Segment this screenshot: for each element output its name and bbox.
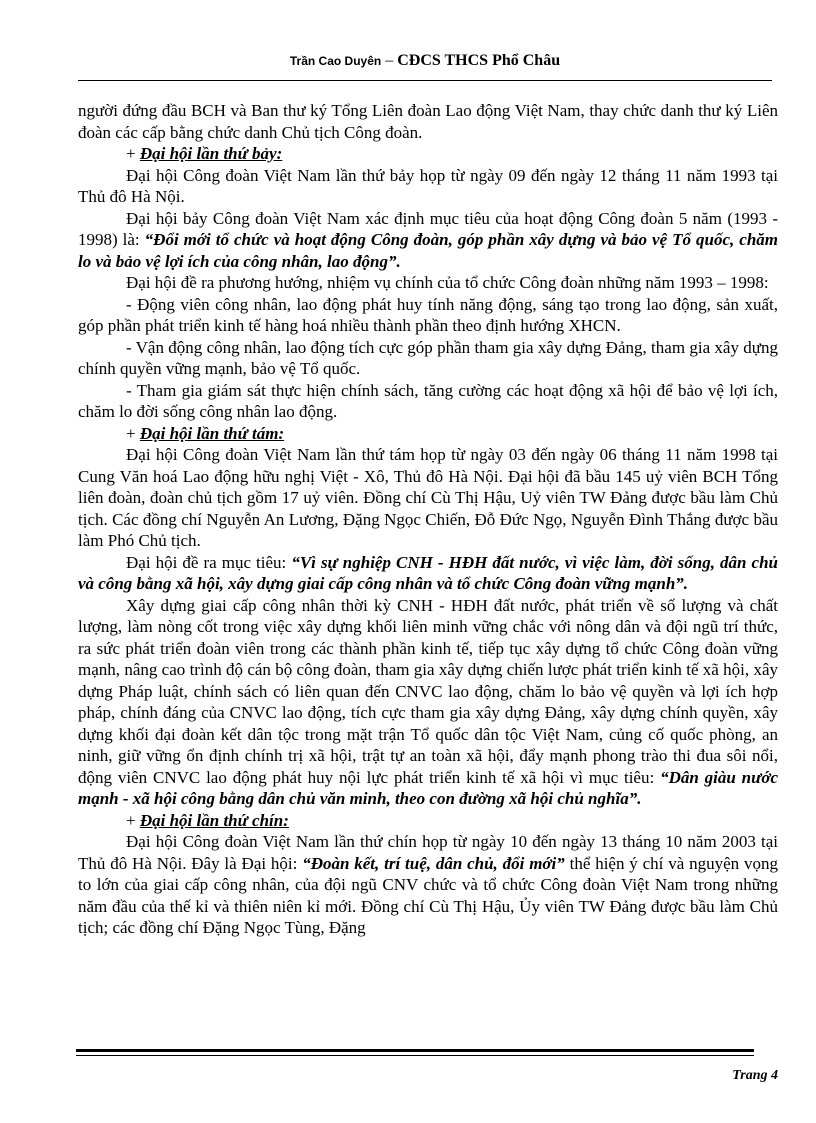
- paragraph: [78, 208, 778, 273]
- paragraph: Đại hội đề ra phương hướng, nhiệm vụ chính của tổ chức Công đoàn những năm 1993 – 1998:: [126, 273, 769, 292]
- paragraph-text: Đại hội đề ra mục tiêu:: [126, 552, 292, 572]
- section-heading-7: [78, 143, 778, 165]
- bullet-item: - Động viên công nhân, lao động phát huy tính năng động, sáng tạo trong lao động, sản xuất, góp phần phát triển kinh tế hàng hoá nhiều thành phần theo định hướng XHCN.: [78, 294, 778, 335]
- paragraph: [78, 552, 778, 595]
- quote-text: “Dân giàu nước mạnh - xã hội công bằng dân chủ văn minh, theo con đường xã hội chủ nghĩa”.: [78, 767, 778, 808]
- section-heading-8: [78, 423, 778, 445]
- header-separator: –: [381, 52, 398, 69]
- paragraph-text: Đại hội Công đoàn Việt Nam lần thứ chín họp từ ngày 10 đến ngày 13 tháng 10 năm 2003 tại Thủ đô Hà Nội. Đây là Đại hội:: [78, 832, 778, 873]
- paragraph-continuation: người đứng đầu BCH và Ban thư ký Tổng Liên đoàn Lao động Việt Nam, thay chức danh thư ký Liên đoàn các cấp bằng chức danh Chủ tịch Công đoàn.: [78, 101, 778, 142]
- paragraph-text: Xây dựng giai cấp công nhân thời kỳ CNH - HĐH đất nước, phát triển về số lượng và chất lượng, làm nòng cốt trong việc xây dựng khối liên minh vững chắc với nông dân và đội ngũ trí thức, ra sức phát triển đoàn viên trong các thành phần kinh tế, tiếp tục xây dựng tổ chức Công đoàn vững mạnh, nâng cao trình độ cán bộ công đoàn, tham gia xây dựng chiến lược phát triển kinh tế xã hội, xây dựng Pháp luật, chính sách có liên quan đến CNVC lao động, chăm lo bảo vệ quyền và lợi ích hợp pháp, chính đáng của CNVC lao động, tích cực tham gia xây dựng Đảng, xây dựng chính quyền, xây dựng khối đại đoàn kết dân tộc trong mặt trận Tổ quốc dân tộc Việt Nam, củng cố quốc phòng, an ninh, giữ vững ổn định chính trị xã hội, trật tự an toàn xã hội, đẩy mạnh phong trào thi đua sôi nổi, động viên CNVC lao động phát huy nội lực phát triển kinh tế xã hội vì mục tiêu:: [78, 595, 778, 787]
- heading-prefix: +: [126, 810, 140, 830]
- header-divider: [78, 80, 772, 81]
- footer-divider-thick: [76, 1049, 754, 1052]
- bullet-item: - Vận động công nhân, lao động tích cực góp phần tham gia xây dựng Đảng, tham gia xây dựng chính quyền vững mạnh, bảo vệ Tổ quốc.: [78, 337, 778, 378]
- bullet-item: - Tham gia giám sát thực hiện chính sách, tăng cường các hoạt động xã hội để bảo vệ lợi ích, chăm lo đời sống công nhân lao động.: [78, 380, 778, 421]
- header-organization: CĐCS THCS Phổ Châu: [397, 52, 561, 69]
- heading-text: Đại hội lần thứ bảy:: [139, 144, 283, 163]
- heading-prefix: +: [126, 144, 140, 163]
- section-heading-9: [78, 810, 778, 832]
- document-body: [78, 100, 778, 939]
- paragraph: Đại hội Công đoàn Việt Nam lần thứ bảy họp từ ngày 09 đến ngày 12 tháng 11 năm 1993 tại Thủ đô Hà Nội.: [78, 165, 778, 206]
- paragraph: Đại hội Công đoàn Việt Nam lần thứ tám họp từ ngày 03 đến ngày 06 tháng 11 năm 1998 tại Cung Văn hoá Lao động hữu nghị Việt - Xô, Thủ đô Hà Nội. Đại hội đã bầu 145 uỷ viên BCH Tổng liên đoàn, đoàn chủ tịch gồm 17 uỷ viên. Đồng chí Cù Thị Hậu, Uỷ viên TW Đảng được bầu làm Chủ tịch. Các đồng chí Nguyễn An Lương, Đặng Ngọc Chiến, Đỗ Đức Ngọ, Nguyễn Đình Thắng được bầu làm Phó Chủ tịch.: [78, 445, 778, 550]
- paragraph-text: Đại hội bảy Công đoàn Việt Nam xác định mục tiêu của hoạt động Công đoàn 5 năm (1993 - 1998) là:: [78, 208, 778, 249]
- page-header: [80, 52, 770, 70]
- paragraph-text: thể hiện ý chí và nguyện vọng to lớn của giai cấp công nhân, của đội ngũ CNV chức và tổ chức Công đoàn Việt Nam trong những năm đầu của thế kỉ và thiên niên kỉ mới. Đồng chí Cù Thị Hậu, Ủy viên TW Đảng được bầu làm Chủ tịch; các đồng chí Đặng Ngọc Tùng, Đặng: [78, 853, 778, 937]
- paragraph: [78, 831, 778, 939]
- heading-text: Đại hội lần thứ tám:: [139, 423, 285, 443]
- quote-text: “Đổi mới tổ chức và hoạt động Công đoàn, góp phần xây dựng và bảo vệ Tổ quốc, chăm lo và bảo vệ lợi ích của công nhân, lao động”.: [78, 230, 779, 271]
- header-author: Trần Cao Duyên: [289, 54, 382, 68]
- heading-prefix: +: [126, 423, 140, 443]
- heading-text: Đại hội lần thứ chín:: [139, 810, 289, 830]
- page-number: Trang 4: [732, 1068, 778, 1083]
- quote-text: “Đoàn kết, trí tuệ, dân chủ, đổi mới”: [302, 853, 565, 873]
- quote-text: “Vì sự nghiệp CNH - HĐH đất nước, vì việc làm, đời sống, dân chủ và công bằng xã hội, xây dựng giai cấp công nhân và tổ chức Công đoàn vững mạnh”.: [78, 552, 778, 593]
- paragraph: [78, 595, 778, 810]
- footer-divider-thin: [76, 1055, 754, 1056]
